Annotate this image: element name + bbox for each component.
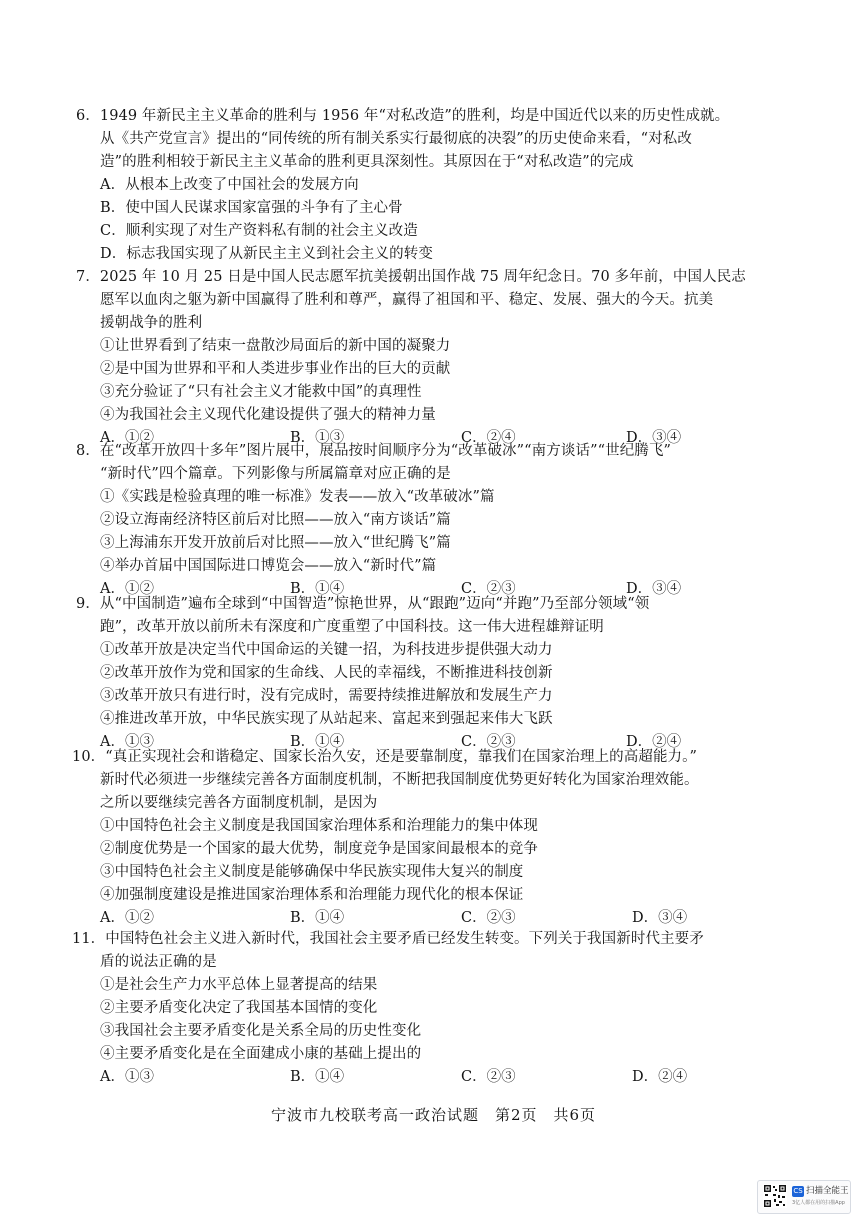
scanner-watermark (757, 1180, 851, 1214)
qr-code-icon (763, 1184, 787, 1208)
stem-line: 盾的说法正确的是 (100, 954, 217, 970)
stem-line: 造”的胜利相较于新民主主义革命的胜利更具深刻性。其原因在于“对私改造”的完成 (100, 154, 634, 170)
stem-line: 愿军以血肉之躯为新中国赢得了胜利和尊严，赢得了祖国和平、稳定、发展、强大的今天。抗美 (100, 292, 714, 308)
choice-a: A．从根本上改变了中国社会的发展方向 (100, 177, 359, 193)
stem-line: 10．“真正实现社会和谐稳定、国家长治久安，还是要靠制度，靠我们在国家治理上的高超能力。” (72, 749, 698, 765)
watermark-subtitle: 3亿人都在用的扫描App (792, 1200, 845, 1206)
statement-1: ①《实践是检验真理的唯一标准》发表——放入“改革破冰”篇 (100, 489, 495, 505)
stem-line: 新时代必须进一步继续完善各方面制度机制，不断把我国制度优势更好转化为国家治理效能。 (100, 772, 699, 788)
statement-3: ③中国特色社会主义制度是能够确保中华民族实现伟大复兴的制度 (100, 864, 524, 880)
question-6 (76, 105, 812, 266)
statement-2: ②主要矛盾变化决定了我国基本国情的变化 (100, 1000, 378, 1016)
statement-2: ②是中国为世界和平和人类进步事业作出的巨大的贡献 (100, 361, 451, 377)
choice-a: A．①② (100, 581, 154, 597)
choice-c: C．②③ (461, 910, 516, 926)
statement-3: ③上海浦东开发开放前后对比照——放入“世纪腾飞”篇 (100, 535, 451, 551)
stem-line: “新时代”四个篇章。下列影像与所属篇章对应正确的是 (100, 466, 451, 482)
question-10 (72, 746, 812, 930)
stem-line: 9．从“中国制造”遍布全球到“中国智造”惊艳世界，从“跟跑”迈向“并跑”乃至部分领域“领 (76, 596, 650, 612)
statement-4: ④主要矛盾变化是在全面建成小康的基础上提出的 (100, 1046, 422, 1062)
choice-c: C．②③ (461, 1069, 516, 1085)
statement-4: ④为我国社会主义现代化建设提供了强大的精神力量 (100, 407, 436, 423)
stem-line: 7．2025 年 10 月 25 日是中国人民志愿军抗美援朝出国作战 75 周年纪念日。70 多年前，中国人民志 (76, 269, 746, 285)
statement-1: ①是社会生产力水平总体上显著提高的结果 (100, 977, 378, 993)
statement-4: ④举办首届中国国际进口博览会——放入“新时代”篇 (100, 558, 437, 574)
stem-line: 8．在“改革开放四十多年”图片展中，展品按时间顺序分为“改革破冰”“南方谈话”“世纪腾飞” (76, 443, 672, 459)
choice-c: C．②③ (461, 581, 516, 597)
choice-b: B．①③ (290, 430, 345, 446)
choices-row (76, 1066, 812, 1089)
choice-a: A．①③ (100, 1069, 154, 1085)
choice-d: D．②④ (632, 1069, 688, 1085)
stem-line: 之所以要继续完善各方面制度机制，是因为 (100, 795, 378, 811)
choice-b: B．①④ (290, 581, 345, 597)
statement-2: ②设立海南经济特区前后对比照——放入“南方谈话”篇 (100, 512, 451, 528)
statement-1: ①改革开放是决定当代中国命运的关键一招，为科技进步提供强大动力 (100, 642, 553, 658)
statement-2: ②制度优势是一个国家的最大优势，制度竞争是国家间最根本的竞争 (100, 841, 538, 857)
statement-1: ①让世界看到了结束一盘散沙局面后的新中国的凝聚力 (100, 338, 451, 354)
stem-line: 从《共产党宣言》提出的“同传统的所有制关系实行最彻底的决裂”的历史使命来看，“对私改 (100, 131, 692, 147)
watermark-brand: 扫描全能王 (806, 1186, 849, 1196)
choice-a: A．①③ (100, 734, 154, 750)
choice-d: D．标志我国实现了从新民主主义到社会主义的转变 (100, 246, 433, 262)
stem-line: 6．1949 年新民主主义革命的胜利与 1956 年“对私改造”的胜利，均是中国近代以来的历史性成就。 (76, 108, 730, 124)
statement-3: ③我国社会主要矛盾变化是关系全局的历史性变化 (100, 1023, 422, 1039)
question-7 (76, 266, 812, 450)
choice-a: A．①② (100, 430, 154, 446)
statement-3: ③充分验证了“只有社会主义才能救中国”的真理性 (100, 384, 422, 400)
choice-d: D．③④ (626, 430, 682, 446)
question-8 (76, 440, 812, 601)
page-footer: 宁波市九校联考高一政治试题 第2页 共6页 (270, 1106, 597, 1124)
choice-d: D．③④ (632, 910, 688, 926)
choice-b: B．①④ (290, 734, 345, 750)
statement-4: ④推进改革开放，中华民族实现了从站起来、富起来到强起来伟大飞跃 (100, 711, 553, 727)
choice-a: A．①② (100, 910, 154, 926)
question-11 (72, 928, 812, 1089)
choice-d: D．③④ (626, 581, 682, 597)
choice-b: B．①④ (290, 910, 345, 926)
choices-row (76, 907, 812, 930)
choice-b: B．①④ (290, 1069, 345, 1085)
stem-line: 跑”，改革开放以前所未有深度和广度重塑了中国科技。这一伟大进程雄辩证明 (100, 619, 604, 635)
choice-c: C．②④ (461, 430, 516, 446)
statement-4: ④加强制度建设是推进国家治理体系和治理能力现代化的根本保证 (100, 887, 524, 903)
question-9 (76, 593, 812, 754)
statement-2: ②改革开放作为党和国家的生命线、人民的幸福线，不断推进科技创新 (100, 665, 553, 681)
choice-d: D．②④ (626, 734, 682, 750)
statement-1: ①中国特色社会主义制度是我国国家治理体系和治理能力的集中体现 (100, 818, 538, 834)
choice-c: C．②③ (461, 734, 516, 750)
choice-b: B．使中国人民谋求国家富强的斗争有了主心骨 (100, 200, 403, 216)
stem-line: 援朝战争的胜利 (100, 315, 203, 331)
camscanner-logo-icon: CS (793, 1187, 803, 1195)
choice-c: C．顺利实现了对生产资料私有制的社会主义改造 (100, 223, 418, 239)
stem-line: 11．中国特色社会主义进入新时代，我国社会主要矛盾已经发生转变。下列关于我国新时代主要矛 (72, 931, 704, 947)
statement-3: ③改革开放只有进行时，没有完成时，需要持续推进解放和发展生产力 (100, 688, 553, 704)
